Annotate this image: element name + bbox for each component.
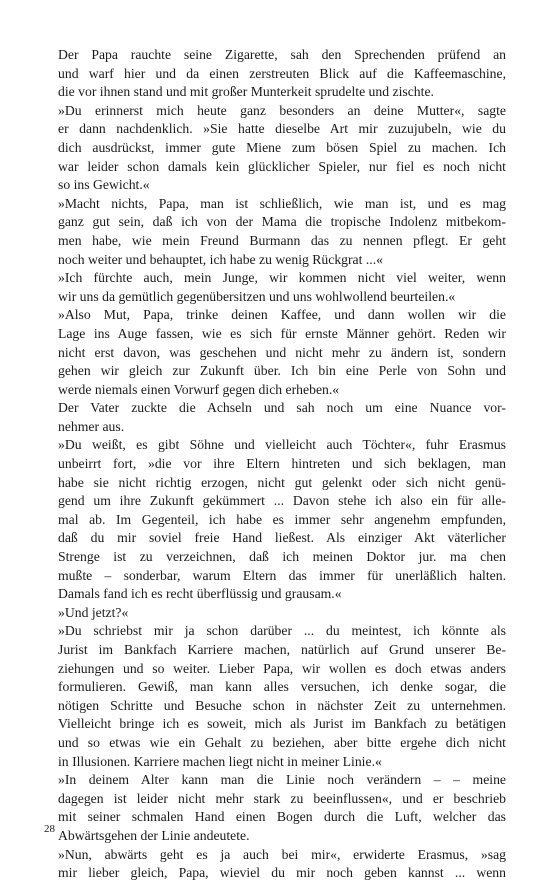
text-line: Strenge ist zu verzeichnen, daß ich meinen Doktor jur. ma chen: [58, 549, 506, 565]
text-line: war leider schon damals kein glücklicher Spieler, nur fiel es noch nicht: [58, 158, 506, 174]
text-line: »Du schriebst mir ja schon darüber ... du meintest, ich könnte als: [58, 623, 506, 639]
text-line: wir uns da gemütlich gegenübersitzen und uns wohlwollend beurteilen.«: [58, 288, 456, 304]
paragraph: [44, 269, 506, 306]
text-line: Der Vater zuckte die Achseln und sah noch um eine Nuance vor-: [58, 400, 506, 416]
paragraph: [44, 436, 506, 603]
text-line: »Also Mut, Papa, trinke deinen Kaffee, und dann wollen wir die: [58, 307, 506, 323]
text-line: gehen wir gleich zur Zukunft über. Ich bin eine Perle von Sohn und: [58, 363, 506, 379]
text-line: so ins Gewicht.«: [58, 177, 150, 193]
text-line: unbeirrt fort, »die vor ihre Eltern hintreten und sich beklagen, man: [58, 456, 506, 472]
text-line: Jurist im Bankfach Karriere machen, natürlich auf Grund unserer Be-: [58, 642, 506, 657]
text-line: »Nun, abwärts geht es ja auch bei mir«, erwiderte Erasmus, »sag: [58, 846, 506, 862]
text-line: nötigen Schritte und Besuche schon in nächster Zeit zu unternehmen.: [58, 697, 506, 713]
text-line: und so etwas wie ein Gehalt zu beziehen, aber bitte ergehe dich nicht: [58, 734, 506, 750]
paragraph: [44, 771, 506, 845]
book-page-text: [44, 46, 506, 883]
paragraph: [44, 195, 506, 269]
text-line: mit seiner schmalen Hand einen Bogen durch die Luft, welcher das: [58, 809, 506, 825]
text-line: habe sie nicht richtig erzogen, nicht gut gelenkt oder sich nicht genü-: [58, 474, 506, 490]
text-line: mal ab. Im Gegenteil, ich habe es immer sehr angenehm empfunden,: [58, 511, 506, 527]
text-line: dagegen ist leider nicht mehr stark zu beeinflussen«, und er beschrieb: [58, 790, 506, 806]
text-line: Lage ins Auge fassen, wie es sich für ernste Männer gehört. Reden wir: [58, 325, 506, 341]
text-line: Vielleicht bringe ich es soweit, mich als Jurist im Bankfach zu betätigen: [58, 716, 506, 732]
text-line: daß du mir soviel freie Hand ließest. Als einziger Akt väterlicher: [58, 530, 506, 546]
text-line: nicht erst davon, was geschehen und nicht mehr zu ändern ist, sondern: [58, 344, 506, 360]
text-line: er dann nachdenklich. »Sie hatte dieselbe Art mir zuzujubeln, wie du: [58, 121, 506, 137]
text-line: »Und jetzt?«: [58, 604, 129, 620]
text-line: »In deinem Alter kann man die Linie noch verändern – – meine: [58, 772, 506, 788]
paragraph: [44, 846, 506, 883]
text-line: werde niemals einen Vorwurf gegen dich erheben.«: [58, 381, 340, 397]
text-line: Damals fand ich es recht überflüssig und grausam.«: [58, 586, 342, 602]
text-line: »Du erinnerst mich heute ganz besonders an deine Mutter«, sagte: [58, 102, 506, 118]
text-line: ziehungen und so weiter. Lieber Papa, wir wollen es doch etwas anders: [58, 660, 506, 676]
paragraph: [44, 102, 506, 195]
text-line: in Illusionen. Karriere machen liegt nicht in meiner Linie.«: [58, 753, 382, 769]
text-line: noch weiter und behauptet, ich habe zu wenig Rückgrat ...«: [58, 251, 383, 267]
paragraph: [44, 306, 506, 399]
page-number: 28: [44, 823, 55, 835]
text-line: »Du weißt, es gibt Söhne und vielleicht auch Töchter«, fuhr Erasmus: [58, 437, 506, 453]
paragraph: [44, 604, 506, 623]
text-line: die vor ihnen stand und mit großer Munterkeit sprudelte und zischte.: [58, 84, 434, 100]
text-line: Der Papa rauchte seine Zigarette, sah den Sprechenden prüfend an: [58, 47, 506, 62]
text-line: mußte – sonderbar, warum Eltern das immer für unerläßlich halten.: [58, 567, 506, 583]
text-line: mir lieber gleich, Papa, wieviel du mir noch geben kannst ... wenn: [58, 865, 506, 881]
text-line: dich ausdrückst, immer gute Miene zum bösen Spiel zu machen. Ich: [58, 139, 506, 155]
text-line: »Macht nichts, Papa, man ist schließlich, wie man ist, und es mag: [58, 195, 506, 211]
paragraph: [44, 622, 506, 771]
text-line: ganz gut sein, daß ich von der Mama die tropische Indolenz mitbekom-: [58, 214, 506, 230]
paragraph: [44, 399, 506, 436]
text-line: nehmer aus.: [58, 418, 125, 434]
text-line: formulieren. Gewiß, man kann alles versuchen, ich denke sogar, die: [58, 679, 506, 695]
text-line: gend um ihre Zukunft gekümmert ... Davon stehe ich also ein für alle-: [58, 493, 506, 509]
text-line: men habe, wie mein Freund Burmann das zu nennen pflegt. Er geht: [58, 232, 506, 248]
text-line: Abwärtsgehen der Linie andeutete.: [58, 827, 250, 843]
text-line: und warf hier und da einen zerstreuten Blick auf die Kaffeemaschine,: [58, 65, 506, 81]
paragraph: [44, 46, 506, 102]
text-line: »Ich fürchte auch, mein Junge, wir kommen nicht viel weiter, wenn: [58, 270, 506, 286]
